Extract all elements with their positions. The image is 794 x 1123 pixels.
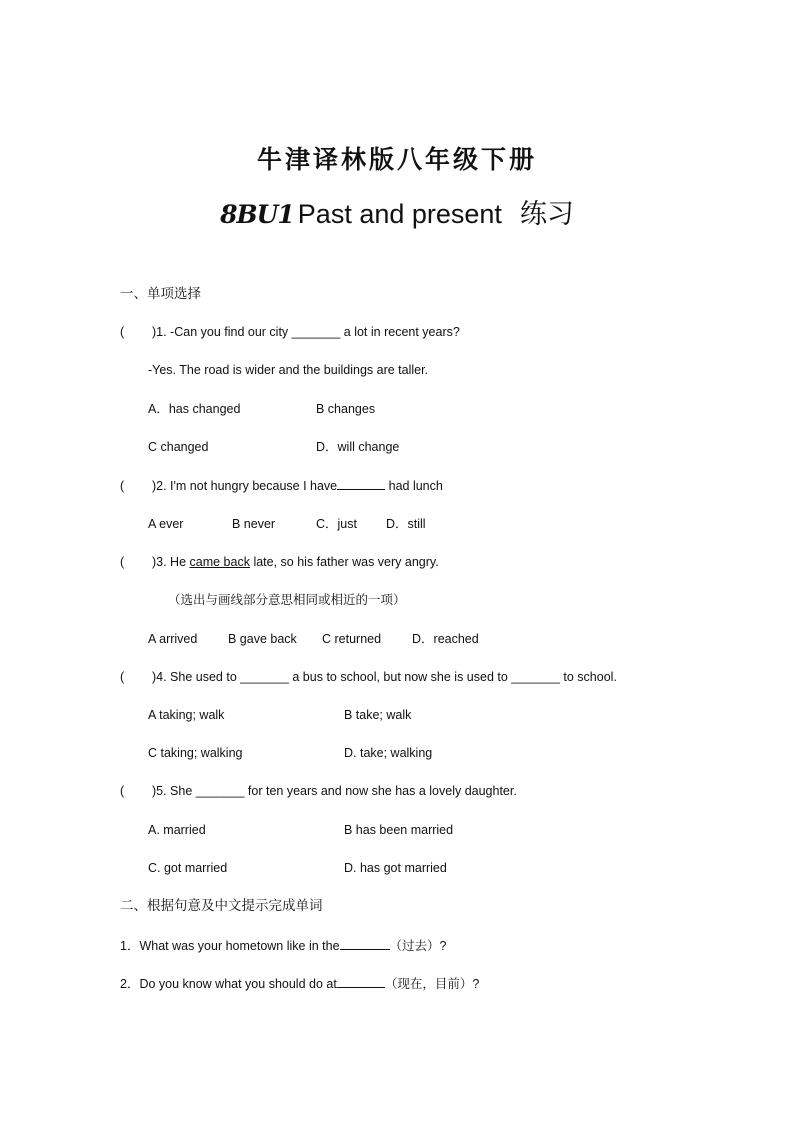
question-3-hint: （选出与画线部分意思相同或相近的一项） bbox=[168, 593, 406, 607]
option-a: A arrived bbox=[148, 632, 198, 646]
unit-title: Past and present bbox=[297, 199, 502, 229]
answer-bracket: ( bbox=[120, 670, 125, 684]
section-heading-word-completion: 二、根据句意及中文提示完成单词 bbox=[120, 898, 323, 913]
question-text: )1. -Can you find our city _______ a lot in recent years? bbox=[152, 325, 460, 339]
question-text-start: )3. He bbox=[152, 555, 190, 569]
question-text-start: 1．What was your hometown like in the bbox=[120, 939, 340, 953]
option-d: D．reached bbox=[412, 632, 479, 646]
question-3 bbox=[120, 554, 439, 570]
question-text-start: )2. I'm not hungry because I have bbox=[152, 479, 338, 493]
section-heading-multiple-choice: 一、单项选择 bbox=[120, 286, 201, 301]
question-text: )5. She _______ for ten years and now she has a lovely daughter. bbox=[152, 784, 517, 798]
option-b: B changes bbox=[316, 402, 376, 416]
answer-blank[interactable] bbox=[337, 975, 385, 988]
unit-code: 8BU1 bbox=[220, 200, 294, 229]
question-2 bbox=[120, 477, 443, 494]
question-text: )4. She used to _______ a bus to school, but now she is used to _______ to school. bbox=[152, 670, 617, 684]
question-1 bbox=[120, 324, 460, 340]
option-a: A ever bbox=[148, 517, 184, 531]
answer-bracket: ( bbox=[120, 479, 125, 493]
option-a: A．has changed bbox=[148, 402, 241, 416]
question-text-end: （过去）? bbox=[389, 939, 447, 953]
option-b: B has been married bbox=[344, 823, 454, 837]
fill-question-2 bbox=[120, 975, 479, 992]
option-c: C．just bbox=[316, 517, 357, 531]
fill-question-1 bbox=[120, 937, 447, 954]
answer-blank[interactable] bbox=[340, 937, 390, 950]
question-5 bbox=[120, 783, 517, 799]
option-c: C returned bbox=[322, 632, 382, 646]
option-d: D．still bbox=[386, 517, 426, 531]
practice-label: 练习 bbox=[519, 199, 574, 230]
option-b: B take; walk bbox=[344, 708, 412, 722]
question-4 bbox=[120, 669, 617, 685]
answer-bracket: ( bbox=[120, 555, 125, 569]
option-c: C changed bbox=[148, 440, 209, 454]
option-b: B never bbox=[232, 517, 276, 531]
answer-blank[interactable] bbox=[337, 477, 385, 490]
page-title: 牛津译林版八年级下册 bbox=[256, 145, 537, 174]
option-a: A. married bbox=[148, 823, 206, 837]
question-text-end: had lunch bbox=[385, 479, 443, 493]
page-subtitle bbox=[0, 192, 794, 231]
option-b: B gave back bbox=[228, 632, 297, 646]
option-d: D. has got married bbox=[344, 861, 447, 875]
option-a: A taking; walk bbox=[148, 708, 225, 722]
answer-bracket: ( bbox=[120, 325, 125, 339]
option-c: C. got married bbox=[148, 861, 228, 875]
question-1-reply: -Yes. The road is wider and the buildings are taller. bbox=[148, 363, 429, 377]
question-text-end: （现在，目前）? bbox=[384, 977, 480, 991]
option-d: D. take; walking bbox=[344, 746, 433, 760]
option-d: D．will change bbox=[316, 440, 400, 454]
answer-bracket: ( bbox=[120, 784, 125, 798]
underlined-phrase: came back bbox=[189, 555, 250, 569]
question-text-start: 2．Do you know what you should do at bbox=[120, 977, 337, 991]
option-c: C taking; walking bbox=[148, 746, 243, 760]
question-text-end: late, so his father was very angry. bbox=[249, 555, 439, 569]
